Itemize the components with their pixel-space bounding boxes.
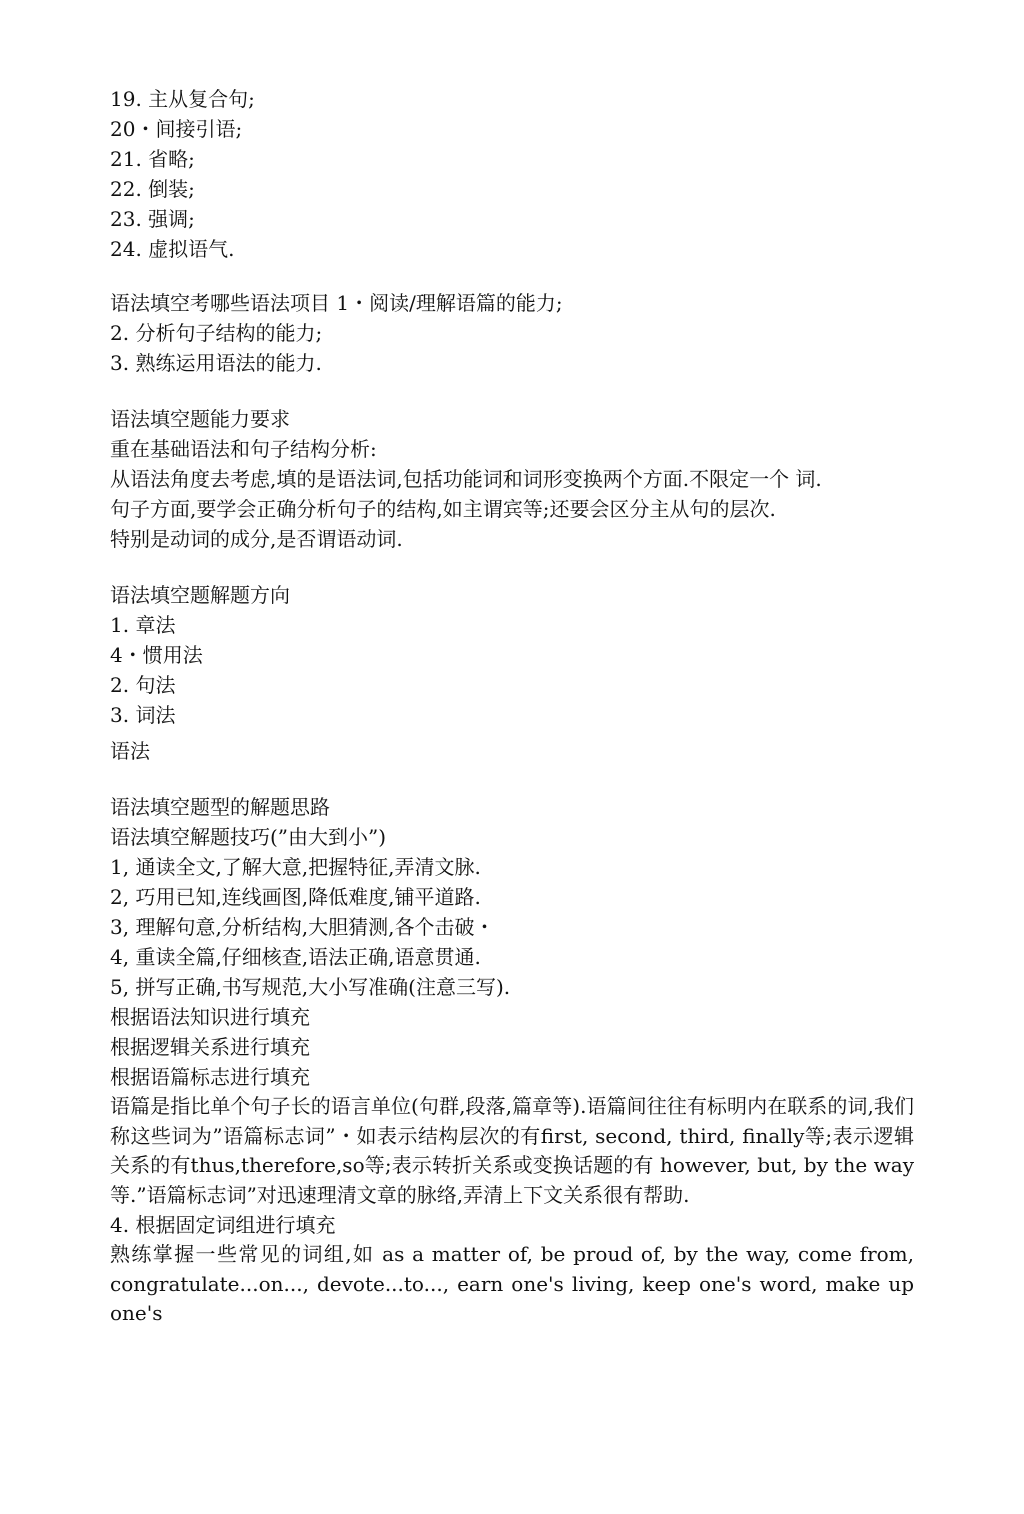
section-solving-direction xyxy=(110,580,914,766)
section-solving-approach xyxy=(110,792,914,1329)
text-line: 句子方面,要学会正确分析句子的结构,如主谓宾等;还要会区分主从句的层次. xyxy=(110,497,776,521)
spacer xyxy=(110,554,914,580)
list-item: 2. 分析句子结构的能力; xyxy=(110,321,323,345)
fixed-phrases-paragraph: 熟练掌握一些常见的词组,如 as a matter of, be proud of, by the way, come from, congratulate...on..., devote...to..., earn one's living, keep one's word, make up one's xyxy=(110,1242,914,1325)
discourse-markers-paragraph: 语篇是指比单个句子长的语言单位(句群,段落,篇章等).语篇间往往有标明内在联系的词,我们称这些词为”语篇标志词”・如表示结构层次的有first, second, third, finally等;表示逻辑关系的有thus,therefore,so等;表示转折关系或变换话题的有 however, but, by the way等.”语篇标志词”对迅速理清文章的脉络,弄清上下文关系很有帮助. xyxy=(110,1094,914,1207)
text-line: 根据语法知识进行填充 xyxy=(110,1005,310,1029)
section-heading: 语法填空考哪些语法项目 1・阅读/理解语篇的能力; xyxy=(110,291,563,315)
text-line: 根据逻辑关系进行填充 xyxy=(110,1035,310,1059)
list-item: 19. 主从复合句; xyxy=(110,87,255,111)
spacer xyxy=(110,378,914,404)
text-line: 特别是动词的成分,是否谓语动词. xyxy=(110,527,403,551)
grammar-list-top xyxy=(110,84,914,264)
section-heading: 语法填空题能力要求 xyxy=(110,407,290,431)
text-line: 4. 根据固定词组进行填充 xyxy=(110,1213,336,1237)
section-heading: 语法填空题型的解题思路 xyxy=(110,795,330,819)
list-item: 21. 省略; xyxy=(110,147,195,171)
list-item: 1. 章法 xyxy=(110,613,176,637)
list-item: 23. 强调; xyxy=(110,207,195,231)
list-item: 20・间接引语; xyxy=(110,117,243,141)
spacer xyxy=(110,766,914,792)
list-item: 3, 理解句意,分析结构,大胆猜测,各个击破・ xyxy=(110,915,495,939)
section-ability-requirements xyxy=(110,404,914,554)
text-line: 语法 xyxy=(110,739,150,763)
list-item: 3. 熟练运用语法的能力. xyxy=(110,351,322,375)
list-item: 4, 重读全篇,仔细核查,语法正确,语意贯通. xyxy=(110,945,481,969)
list-item: 22. 倒装; xyxy=(110,177,195,201)
list-item: 2. 句法 xyxy=(110,673,176,697)
section-heading: 语法填空题解题方向 xyxy=(110,583,290,607)
text-line: 从语法角度去考虑,填的是语法词,包括功能词和词形变换两个方面.不限定一个 词. xyxy=(110,467,822,491)
list-item: 24. 虚拟语气. xyxy=(110,237,235,261)
list-item: 2, 巧用已知,连线画图,降低难度,铺平道路. xyxy=(110,885,481,909)
document-page xyxy=(110,84,914,1329)
list-item: 4・惯用法 xyxy=(110,643,203,667)
text-line: 根据语篇标志进行填充 xyxy=(110,1065,310,1089)
list-item: 1, 通读全文,了解大意,把握特征,弄清文脉. xyxy=(110,855,481,879)
text-line: 重在基础语法和句子结构分析: xyxy=(110,437,377,461)
spacer xyxy=(110,264,914,288)
list-item: 5, 拼写正确,书写规范,大小写准确(注意三写). xyxy=(110,975,511,999)
section-grammar-items xyxy=(110,288,914,378)
text-line: 语法填空解题技巧(”由大到小”) xyxy=(110,825,387,849)
list-item: 3. 词法 xyxy=(110,703,176,727)
